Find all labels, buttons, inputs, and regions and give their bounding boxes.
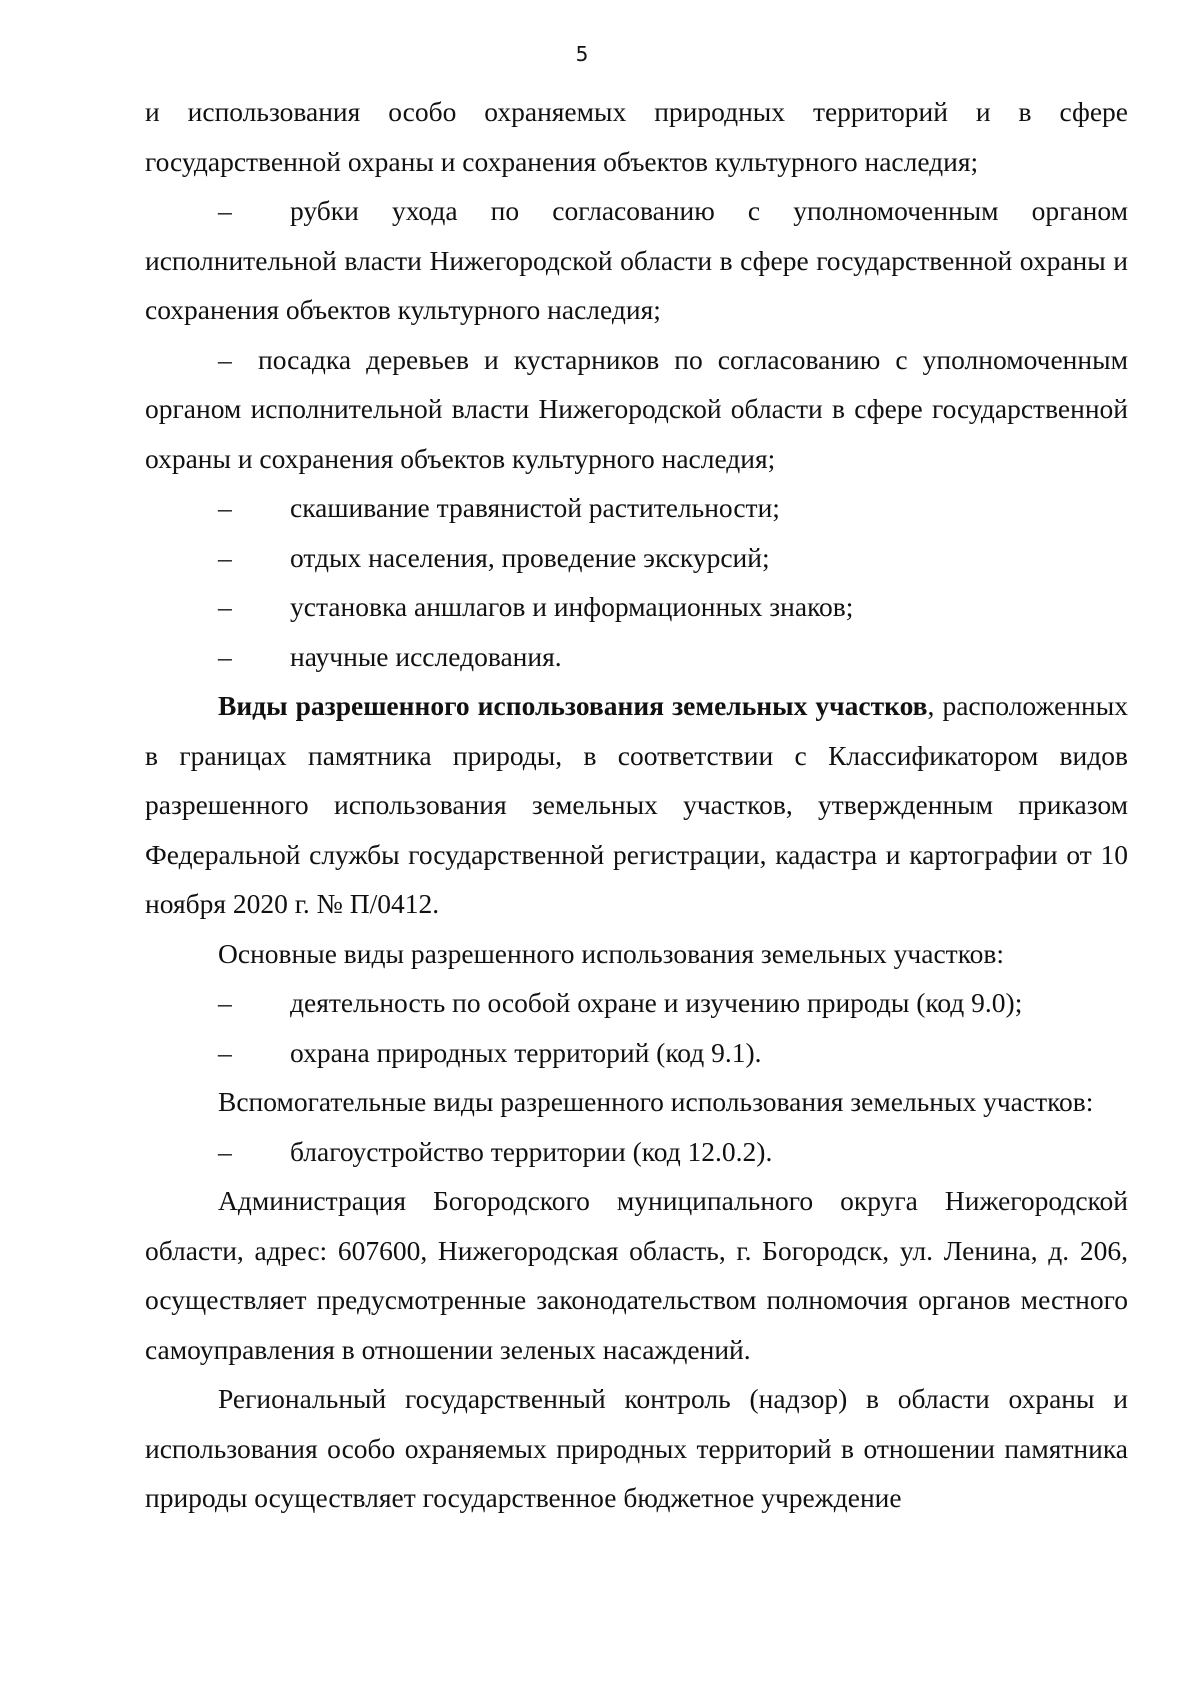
section-heading-bold: Виды разрешенного использования земельных участков — [218, 690, 928, 721]
list-item — [145, 582, 1128, 632]
list-item-text: скашивание травянистой растительности; — [290, 492, 780, 523]
list-item-text: посадка деревьев и кустарников по согласованию с уполномоченным органом исполнительной власти Нижегородской области в сфере государственной охраны и сохранения объектов культурного наследия; — [145, 343, 1128, 474]
page-number: 5 — [575, 42, 589, 66]
list-item — [145, 978, 1128, 1028]
list-item — [145, 483, 1128, 533]
list-item — [145, 335, 1128, 484]
list-dash: – — [218, 987, 232, 1018]
list-item-text: рубки ухода по согласованию с уполномоченным органом исполнительной власти Нижегородской области в сфере государственной охраны и сохранения объектов культурного наследия; — [145, 195, 1128, 325]
main-uses-heading: Основные виды разрешенного использования земельных участков: — [218, 937, 1005, 969]
auxiliary-uses-heading: Вспомогательные виды разрешенного использования земельных участков: — [218, 1086, 1094, 1117]
list-item-text: научные исследования. — [290, 640, 562, 672]
paragraph-text: , расположенных в границах памятника природы, в соответствии с Классификатором видов разрешенного использования земельных участков, утвержденным приказом Федеральной службы государственной регистрации, кадастра и картографии от 10 ноября 2020 г. № П/0412. — [145, 690, 1128, 919]
list-item — [145, 1028, 1128, 1078]
list-dash: – — [218, 195, 232, 226]
list-item — [145, 1127, 1128, 1177]
list-dash: – — [218, 343, 232, 375]
list-item-text: отдых населения, проведение экскурсий; — [290, 541, 770, 573]
list-item — [145, 533, 1128, 583]
list-item-text: охрана природных территорий (код 9.1). — [290, 1036, 762, 1068]
list-dash: – — [218, 640, 232, 672]
list-dash: – — [218, 541, 232, 573]
list-dash: – — [218, 1036, 232, 1068]
administration-paragraph: Администрация Богородского муниципального округа Нижегородской области, адрес: 607600, Нижегородская область, г. Богородск, ул. Ленина, д. 206, осуществляет предусмотренные законодательством полномочия органов местного самоуправления в отношении зеленых насаждений. — [145, 1185, 1128, 1365]
list-dash: – — [218, 492, 232, 523]
list-item — [145, 186, 1128, 335]
list-item — [145, 632, 1128, 682]
paragraph-continuation: и использования особо охраняемых природных территорий и в сфере государственной охраны и сохранения объектов культурного наследия; — [145, 96, 1128, 177]
list-item-text: деятельность по особой охране и изучению природы (код 9.0); — [290, 987, 1023, 1018]
list-dash: – — [218, 1135, 232, 1167]
list-dash: – — [218, 591, 232, 622]
list-item-text: установка аншлагов и информационных знаков; — [290, 591, 854, 622]
regional-control-paragraph: Региональный государственный контроль (надзор) в области охраны и использования особо охраняемых природных территорий в отношении памятника природы осуществляет государственное бюджетное учреждение — [145, 1383, 1128, 1513]
land-use-intro-paragraph — [145, 681, 1128, 929]
list-item-text: благоустройство территории (код 12.0.2). — [290, 1135, 773, 1167]
document-body — [145, 87, 1128, 1523]
